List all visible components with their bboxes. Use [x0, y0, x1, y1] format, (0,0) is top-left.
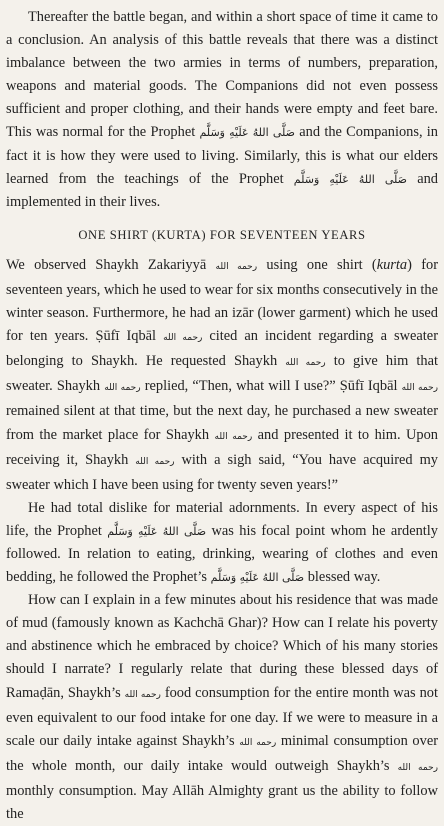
honorific-glyph: رحمه الله: [285, 358, 326, 369]
honorific-glyph: رحمه الله: [124, 689, 161, 700]
text-segment: monthly consumption. May Allāh Almighty grant us the ability to follow the: [6, 782, 438, 822]
text-segment: minimal consumption over the whole month, our daily intake would outweigh Shaykh’s: [6, 732, 438, 774]
salutation-glyph: صَلَّى اللهُ عَلَيْهِ وَسَلَّم: [107, 524, 207, 538]
text-segment: and implemented in their lives.: [6, 170, 438, 210]
text-segment: was his focal point whom he ardently followed. In relation to eating, drinking, wearing of clothes and even bedding, he followed the Prophet’s: [6, 522, 438, 586]
paragraph: [6, 497, 438, 589]
text-segment: ) for seventeen years, which he used to wear for six months consecutively in the winter season. Furthermore, he had an izār (lower garment) which he used for ten years. Ṣūfī Iqbāl: [6, 256, 438, 345]
text-segment: using one shirt (: [257, 256, 377, 273]
paragraph: [6, 254, 438, 497]
text-segment: cited an incident regarding a sweater belonging to Shaykh. He requested Shaykh: [6, 328, 438, 370]
paragraph: [6, 6, 438, 214]
text-segment: food consumption for the entire month was not even equivalent to our food intake for one day. If we were to measure in a scale our daily intake against Shaykh’s: [6, 684, 438, 749]
honorific-glyph: رحمه الله: [135, 456, 175, 467]
text-segment: and presented it to him. Upon receiving it, Shaykh: [6, 426, 438, 468]
intro-paragraph-group: [6, 6, 438, 214]
salutation-glyph: صَلَّى اللهُ عَلَيْهِ وَسَلَّم: [210, 571, 305, 585]
text-segment: He had total dislike for material adornments. In every aspect of his life, the Prophet: [6, 499, 438, 539]
text-segment: We observed Shaykh Zakariyyā: [6, 256, 216, 273]
honorific-glyph: رحمه الله: [239, 737, 277, 748]
text-segment: remained silent at that time, but the next day, he purchased a new sweater from the market place for Shaykh: [6, 403, 438, 443]
honorific-glyph: رحمه الله: [163, 333, 203, 344]
text-segment: replied, “Then, what will I use?” Ṣūfī Iqbāl: [140, 378, 402, 395]
section-heading: ONE SHIRT (KURTA) FOR SEVENTEEN YEARS: [78, 227, 366, 242]
italic-term: kurta: [376, 256, 408, 273]
text-segment: blessed way.: [304, 569, 381, 586]
honorific-glyph: رحمه الله: [397, 762, 438, 773]
text-segment: How can I explain in a few minutes about his residence that was made of mud (famously known as Kachchā Ghar)? How can I relate his poverty and abstinence which he embraced by choice? Which of his many stories should I narrate? I regularly relate that during these blessed days of Ramaḍān, Shaykh’s: [6, 592, 438, 701]
document-page: [6, 6, 438, 826]
text-segment: and the Companions, in fact it is how they were used to living. Similarly, this is what our elders learned from the teachings of the Prophet: [6, 124, 439, 187]
honorific-glyph: رحمه الله: [214, 431, 253, 442]
section-paragraph-group: [6, 254, 438, 826]
honorific-glyph: رحمه الله: [215, 261, 258, 272]
honorific-glyph: رحمه الله: [401, 383, 438, 394]
text-segment: Thereafter the battle began, and within a short space of time it came to a conclusion. An analysis of this battle reveals that there was a distinct imbalance between the two armies in terms of numbers, preparation, weapons and material goods. The Companions did not even possess sufficient and proper clothing, and their hands were empty and feet bare. This was normal for the Prophet: [6, 9, 438, 141]
salutation-glyph: صَلَّى اللهُ عَلَيْهِ وَسَلَّم: [199, 126, 296, 140]
salutation-glyph: صَلَّى اللهُ عَلَيْهِ وَسَلَّم: [293, 172, 408, 186]
paragraph: [6, 589, 438, 826]
text-segment: with a sigh said, “You have acquired my sweater which I have been using for twenty seven years!”: [6, 451, 438, 493]
text-segment: to give him that sweater. Shaykh: [6, 353, 438, 395]
honorific-glyph: رحمه الله: [104, 383, 141, 394]
